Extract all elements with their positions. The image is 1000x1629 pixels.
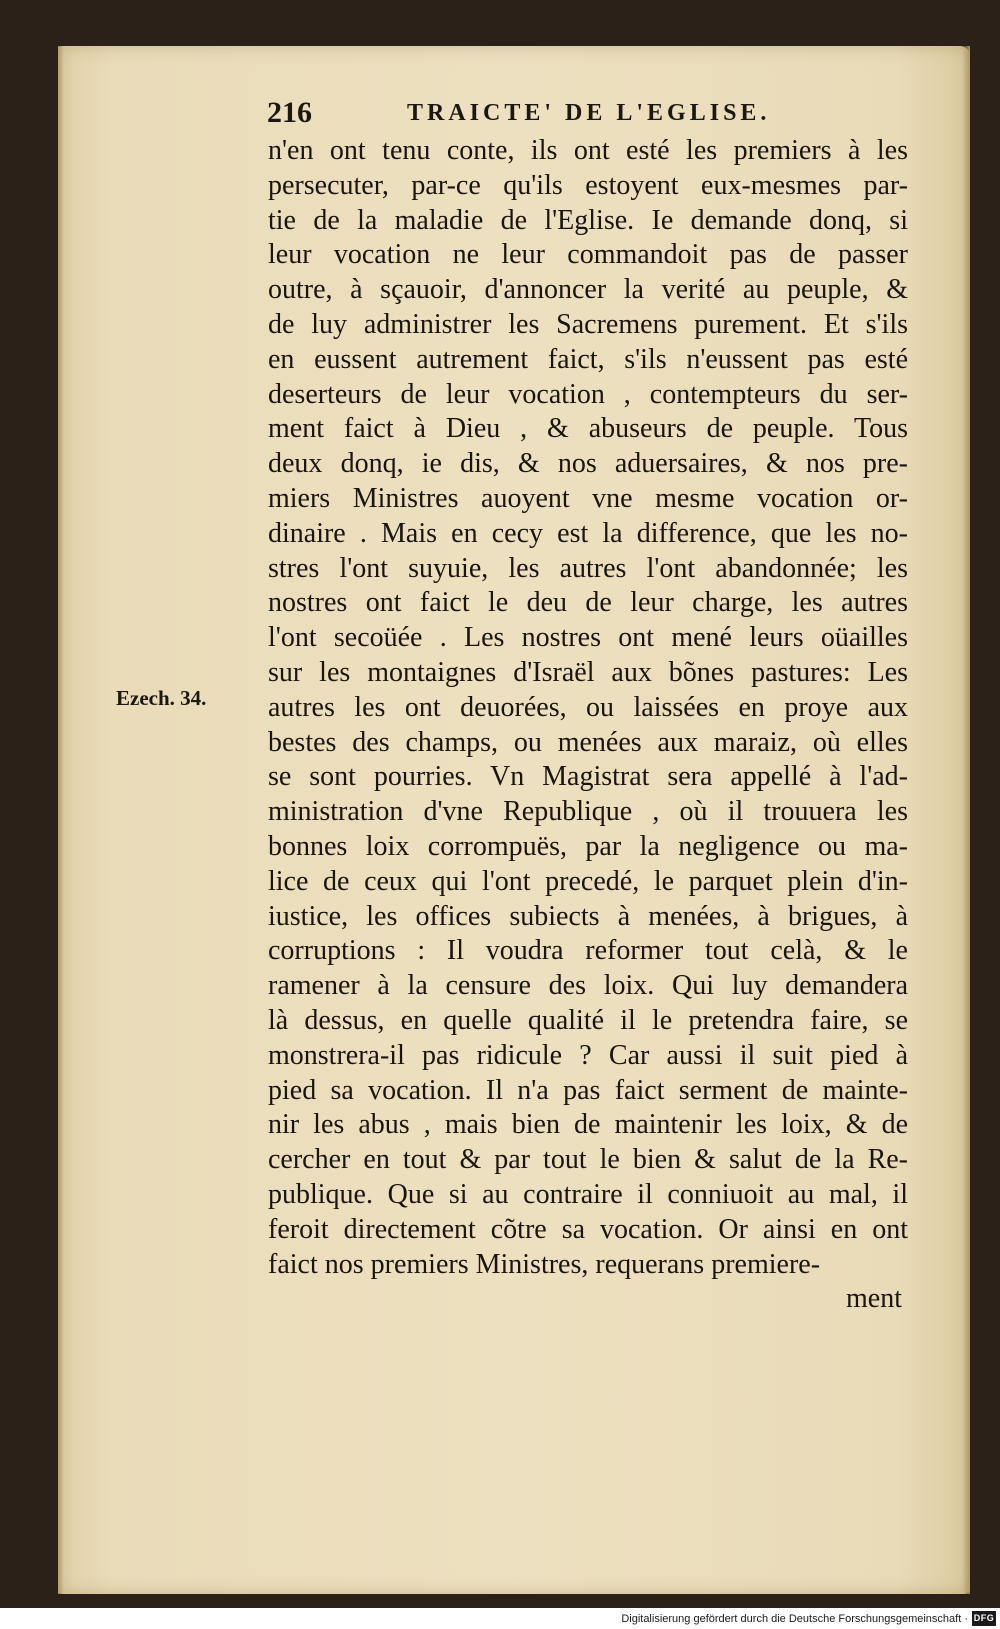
text-line: corruptions : Il voudra reformer tout celà, & le (268, 935, 908, 967)
page-left-edge-shadow (58, 46, 64, 1594)
catchword: ment (846, 1283, 902, 1315)
text-line: cercher en tout & par tout le bien & salut de la Re- (268, 1144, 908, 1176)
text-line: faict nos premiers Ministres, requerans premiere- (268, 1248, 821, 1280)
dfg-logo: DFG (972, 1611, 996, 1626)
text-line: en eussent autrement faict, s'ils n'eussent pas esté (268, 343, 908, 375)
text-line: iustice, les offices subiects à menées, à brigues, à (268, 900, 908, 932)
text-line: publique. Que si au contraire il conniuoit au mal, il (268, 1178, 908, 1210)
text-line: ramener à la censure des loix. Qui luy demandera (268, 970, 908, 1002)
text-line: stres l'ont suyuie, les autres l'ont abandonnée; les (268, 552, 908, 584)
text-line: tie de la maladie de l'Eglise. Ie demande donq, si (268, 204, 908, 236)
text-line: pied sa vocation. Il n'a pas faict serment de mainte- (268, 1074, 908, 1106)
text-line: bonnes loix corrompuës, par la negligence ou ma- (268, 830, 908, 862)
text-line: autres les ont deuorées, ou laissées en proye aux (268, 691, 908, 723)
running-title: TRAICTE' DE L'EGLISE. (407, 100, 771, 126)
margin-note-scripture-reference: Ezech. 34. (116, 686, 207, 710)
text-line: nostres ont faict le deu de leur charge, les autres (268, 587, 908, 619)
footer-credit: Digitalisierung gefördert durch die Deutsche Forschungsgemeinschaft · (621, 1613, 968, 1625)
body-text (268, 134, 908, 1317)
running-head (267, 95, 907, 131)
text-line: se sont pourries. Vn Magistrat sera appellé à l'ad- (268, 761, 908, 793)
text-line: nir les abus , mais bien de maintenir les loix, & de (268, 1109, 908, 1141)
text-line: deux donq, ie dis, & nos aduersaires, & nos pre- (268, 448, 908, 480)
text-line: feroit directement cõtre sa vocation. Or ainsi en ont (268, 1213, 908, 1245)
text-line: n'en ont tenu conte, ils ont esté les premiers à les (268, 135, 908, 166)
text-line: l'ont secoüée . Les nostres ont mené leurs oüailles (268, 622, 908, 654)
text-line: là dessus, en quelle qualité il le pretendra faire, se (268, 1004, 908, 1036)
text-line: ment faict à Dieu , & abuseurs de peuple. Tous (268, 413, 908, 445)
text-line: lice de ceux qui l'ont precedé, le parquet plein d'in- (268, 865, 908, 897)
text-line: outre, à sçauoir, d'annoncer la verité au peuple, & (268, 274, 908, 306)
text-line: dinaire . Mais en cecy est la difference, que les no- (268, 517, 908, 549)
text-line: monstrera-il pas ridicule ? Car aussi il suit pied à (268, 1039, 908, 1071)
text-line: persecuter, par-ce qu'ils estoyent eux-mesmes par- (268, 169, 908, 201)
text-line: leur vocation ne leur commandoit pas de passer (268, 239, 908, 271)
text-line: deserteurs de leur vocation , contempteurs du ser- (268, 378, 908, 410)
page-right-edge-shadow (962, 46, 970, 1594)
text-line: sur les montaignes d'Israël aux bõnes pastures: Les (268, 656, 908, 688)
text-line: de luy administrer les Sacremens purement. Et s'ils (268, 308, 908, 340)
text-line: ministration d'vne Republique , où il trouuera les (268, 796, 908, 828)
page-number: 216 (267, 96, 312, 129)
text-line: miers Ministres auoyent vne mesme vocation or- (268, 482, 908, 514)
text-line: bestes des champs, ou menées aux maraiz, où elles (268, 726, 908, 758)
